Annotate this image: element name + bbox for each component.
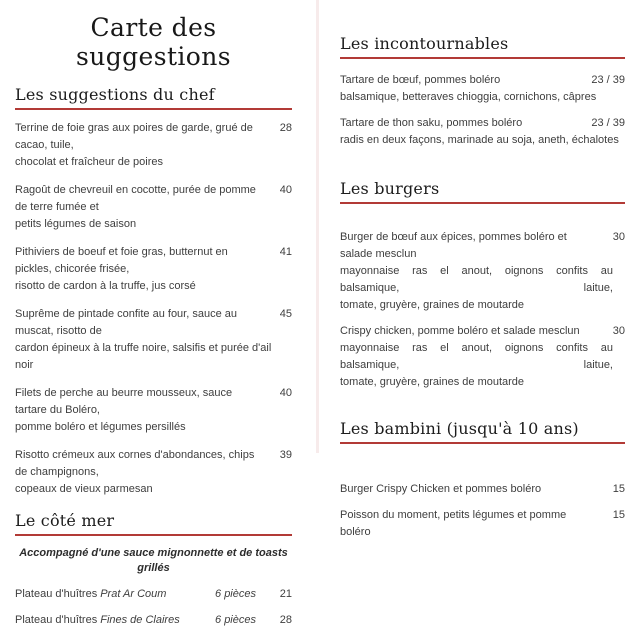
item-description-line2: tomate, gruyère, graines de moutarde (340, 299, 525, 311)
item-line1: Filets de perche au beurre mousseux, sauce tartare du Boléro, (15, 387, 233, 416)
item-line2: petits légumes de saison (15, 218, 137, 230)
item-price: 45 (279, 308, 292, 320)
menu-item (15, 385, 292, 436)
item-line1: Risotto crémeux aux cornes d'abondances, chips de champignons, (15, 449, 255, 478)
item-line2: chocolat et fraîcheur de poires (15, 156, 163, 168)
item-line2: copeaux de vieux parmesan (15, 483, 153, 495)
item-line2: cardon épineux à la truffe noire, salsifis et purée d'ail noir (15, 342, 272, 371)
item-line2: risotto de cardon à la truffe, jus corsé (15, 280, 196, 292)
item-price: 23 / 39 (591, 117, 625, 129)
item-line1: Tartare de thon saku, pommes boléro (340, 117, 523, 129)
item-name-text: Plateau d'huîtres (15, 614, 98, 626)
item-variety: Prat Ar Coum (100, 588, 167, 600)
item-line1: Pithiviers de boeuf et foie gras, butternut en pickles, chicorée frisée, (15, 246, 228, 275)
menu-item (15, 244, 292, 295)
item-line1: Burger de bœuf aux épices, pommes boléro et salade mesclun (340, 231, 567, 260)
menu-item (15, 447, 292, 498)
section-heading-burgers: Les burgers (340, 179, 625, 204)
section-heading-bambini: Les bambini (jusqu'à 10 ans) (340, 419, 625, 444)
item-line1: Ragoût de chevreuil en cocotte, purée de pomme de terre fumée et (15, 184, 256, 213)
page-title: Carte des suggestions (76, 13, 231, 71)
item-description-line1: mayonnaise ras el anout, oignons confits au balsamique, laitue, (340, 265, 613, 294)
item-line1: Crispy chicken, pomme boléro et salade mesclun (340, 325, 580, 337)
menu-item (15, 306, 292, 374)
menu-item (340, 72, 625, 106)
section-note: Accompagné d'une sauce mignonnette et de toasts grillés (19, 547, 288, 574)
item-price: 41 (279, 246, 292, 258)
item-price: 40 (279, 387, 292, 399)
item-line2: radis en deux façons, marinade au soja, aneth, échalotes (340, 134, 619, 146)
section-heading-suggestions-chef: Les suggestions du chef (15, 85, 292, 110)
section-heading-cote-mer: Le côté mer (15, 511, 292, 536)
item-quantity: 6 pièces (215, 588, 256, 600)
section-heading-incontournables: Les incontournables (340, 34, 625, 59)
menu-item (340, 481, 625, 498)
item-line2: balsamique, betteraves chioggia, cornichons, câpres (340, 91, 597, 103)
page-fold-divider (316, 0, 319, 453)
menu-item (340, 507, 625, 541)
item-name (15, 586, 215, 603)
item-line1: Terrine de foie gras aux poires de garde, grué de cacao, tuile, (15, 122, 253, 151)
item-price: 39 (279, 449, 292, 461)
item-price: 30 (612, 325, 625, 337)
left-column (15, 0, 292, 629)
menu-item (15, 120, 292, 171)
menu-item (15, 612, 292, 629)
item-line1: Burger Crispy Chicken et pommes boléro (340, 483, 542, 495)
item-price: 30 (612, 231, 625, 243)
item-description-line2: tomate, gruyère, graines de moutarde (340, 376, 525, 388)
item-price: 21 (279, 588, 292, 600)
item-name (15, 612, 215, 629)
item-price: 28 (279, 122, 292, 134)
item-price: 15 (612, 509, 625, 521)
item-price: 28 (279, 614, 292, 626)
item-price: 15 (612, 483, 625, 495)
menu-item (340, 323, 625, 391)
right-column (340, 0, 625, 541)
item-price: 23 / 39 (591, 74, 625, 86)
menu-item (15, 586, 292, 603)
item-quantity: 6 pièces (215, 614, 256, 626)
item-price: 40 (279, 184, 292, 196)
item-line1: Suprême de pintade confite au four, sauce au muscat, risotto de (15, 308, 237, 337)
menu-item (340, 115, 625, 149)
item-line1: Poisson du moment, petits légumes et pomme boléro (340, 509, 567, 538)
item-line1: Tartare de bœuf, pommes boléro (340, 74, 501, 86)
menu-item (15, 182, 292, 233)
menu-item (340, 229, 625, 314)
item-name-text: Plateau d'huîtres (15, 588, 98, 600)
item-variety: Fines de Claires (100, 614, 180, 626)
item-line2: pomme boléro et légumes persillés (15, 421, 186, 433)
item-description-line1: mayonnaise ras el anout, oignons confits au balsamique, laitue, (340, 342, 613, 371)
